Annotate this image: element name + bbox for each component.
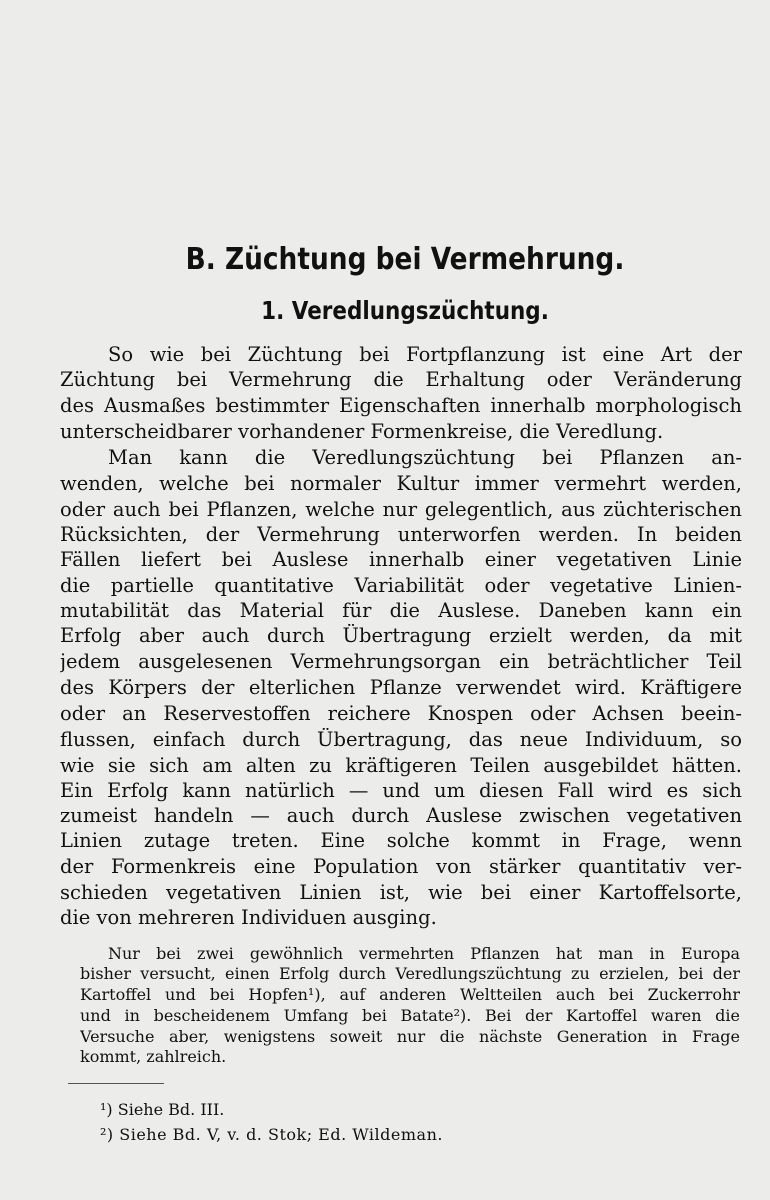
body-line: mutabilität das Material für die Auslese. Daneben kann ein [60, 599, 742, 622]
body-line: flussen, einfach durch Übertragung, das neue Individuum, so [60, 728, 742, 751]
body-line: schieden vegetativen Linien ist, wie bei einer Kartoffelsorte, [60, 881, 742, 904]
subsection-heading: 1. Veredlungszüchtung. [261, 296, 549, 325]
body-line: unterscheidbarer vorhandener Formenkreise, die Veredlung. [60, 420, 664, 443]
body-line: des Ausmaßes bestimmter Eigenschaften innerhalb morphologisch [60, 394, 742, 417]
body-line: zumeist handeln — auch durch Auslese zwischen vegetativen [60, 804, 742, 827]
body-line: Rücksichten, der Vermehrung unterworfen werden. In beiden [60, 523, 742, 546]
body-line: wie sie sich am alten zu kräftigeren Teilen ausgebildet hätten. [60, 754, 742, 777]
body-line: jedem ausgelesenen Vermehrungsorgan ein beträchtlicher Teil [60, 650, 742, 673]
body-line: Züchtung bei Vermehrung die Erhaltung oder Veränderung [60, 368, 742, 391]
body-line: wenden, welche bei normaler Kultur immer vermehrt werden, [60, 472, 742, 495]
smallprint-line: kommt, zahlreich. [80, 1047, 227, 1066]
smallprint-line: Nur bei zwei gewöhnlich vermehrten Pflanzen hat man in Europa [108, 944, 740, 963]
body-line: Fällen liefert bei Auslese innerhalb einer vegetativen Linie [60, 548, 742, 571]
body-line: des Körpers der elterlichen Pflanze verwendet wird. Kräftigere [60, 676, 742, 699]
smallprint-line: Versuche aber, wenigstens soweit nur die nächste Generation in Frage [80, 1027, 740, 1046]
footnote-1: ¹) Siehe Bd. III. [100, 1100, 225, 1119]
body-line: Erfolg aber auch durch Übertragung erzielt werden, da mit [60, 624, 742, 647]
body-line: oder auch bei Pflanzen, welche nur gelegentlich, aus züchterischen [60, 498, 742, 521]
section-heading: B. Züchtung bei Vermehrung. [185, 242, 625, 277]
body-line: der Formenkreis eine Population von stärker quantitativ ver- [60, 855, 742, 878]
footnote-2: ²) Siehe Bd. V, v. d. Stok; Ed. Wildeman. [100, 1125, 443, 1144]
smallprint-line: bisher versucht, einen Erfolg durch Veredlungszüchtung zu erzielen, bei der [80, 964, 740, 983]
body-line: So wie bei Züchtung bei Fortpflanzung ist eine Art der [108, 343, 742, 366]
body-line: oder an Reservestoffen reichere Knospen oder Achsen beein- [60, 702, 742, 725]
smallprint-line: und in bescheidenem Umfang bei Batate²). Bei der Kartoffel waren die [80, 1006, 740, 1025]
body-line: Ein Erfolg kann natürlich — und um diesen Fall wird es sich [60, 779, 742, 802]
body-line: Man kann die Veredlungszüchtung bei Pflanzen an- [108, 446, 742, 469]
body-line: die partielle quantitative Variabilität oder vegetative Linien- [60, 574, 742, 597]
smallprint-line: Kartoffel und bei Hopfen¹), auf anderen Weltteilen auch bei Zuckerrohr [80, 985, 740, 1004]
body-line: Linien zutage treten. Eine solche kommt in Frage, wenn [60, 829, 742, 852]
body-line: die von mehreren Individuen ausging. [60, 906, 437, 929]
footnote-rule [68, 1083, 164, 1084]
